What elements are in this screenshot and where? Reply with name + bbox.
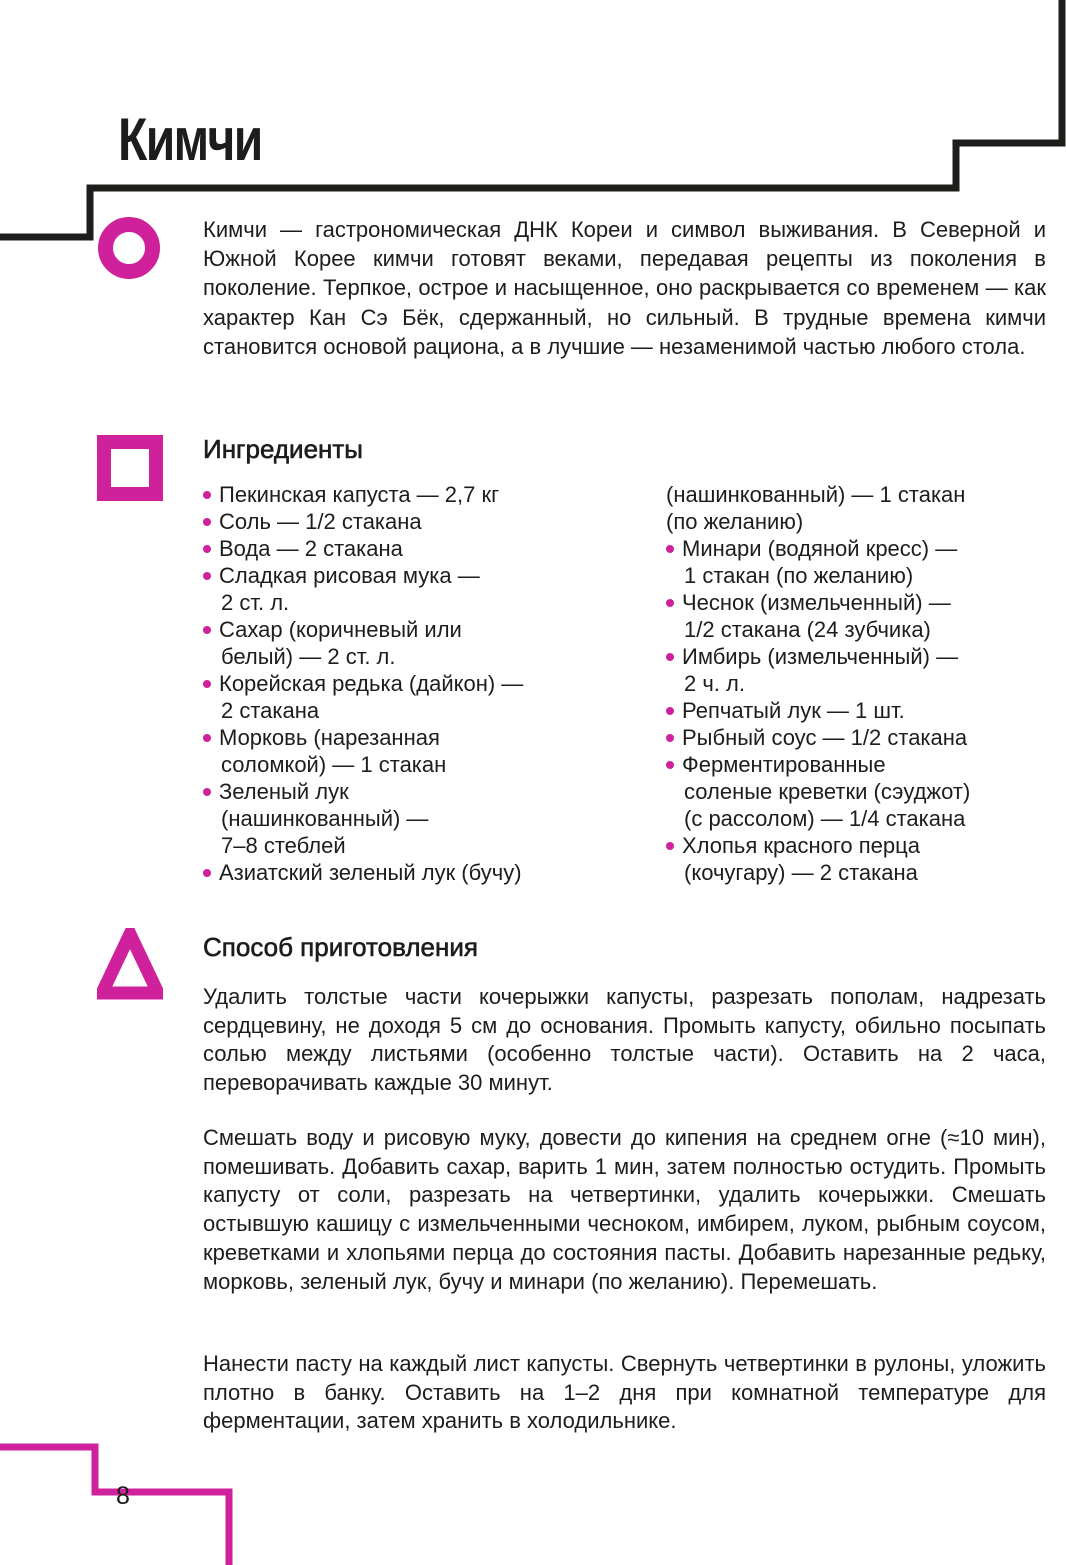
bullet-icon: [203, 626, 211, 634]
ingredient-item: [203, 481, 623, 508]
intro-text: Кимчи — гастрономическая ДНК Кореи и символ выживания. В Северной и Южной Корее кимчи готовят веками, передавая рецепты из поколения в поколение. Терпкое, острое и насыщенное, оно раскрывается со временем — как характер Кан Сэ Бёк, сдержанный, но сильный. В трудные времена кимчи становится основой рациона, а в лучшие — незаменимой частью любого стола.: [203, 217, 1046, 359]
bullet-icon: [203, 680, 211, 688]
ingredient-line: Рыбный соус — 1/2 стакана: [682, 725, 968, 750]
bullet-icon: [666, 599, 674, 607]
bullet-icon: [666, 734, 674, 742]
ingredient-line: Чеснок (измельченный) —: [682, 590, 951, 615]
ingredient-line: (с рассолом) — 1/4 стакана: [684, 806, 966, 831]
ingredient-line: Хлопья красного перца: [682, 833, 920, 858]
method-step-3: Нанести пасту на каждый лист капусты. Свернуть четвертинки в рулоны, уложить плотно в банку. Оставить на 1–2 дня при комнатной температуре для ферментации, затем хранить в холодильнике.: [203, 1351, 1046, 1434]
bullet-icon: [203, 788, 211, 796]
ingredient-line: Корейская редька (дайкон) —: [219, 671, 524, 696]
bullet-icon: [203, 734, 211, 742]
ingredient-item: [203, 859, 623, 886]
ingredient-line: Пекинская капуста — 2,7 кг: [219, 482, 500, 507]
bullet-icon: [666, 545, 674, 553]
ingredient-line: Ферментированные: [682, 752, 886, 777]
ingredient-item: [666, 589, 1046, 643]
ingredient-line: 2 стакана: [221, 698, 320, 723]
ingredient-item: [203, 724, 623, 778]
ingredient-item: [666, 751, 1046, 832]
bullet-icon: [203, 572, 211, 580]
ingredient-line: Соль — 1/2 стакана: [219, 509, 422, 534]
ingredient-line: (нашинкованный) —: [221, 806, 429, 831]
ingredient-line: Зеленый лук: [219, 779, 349, 804]
ingredients-heading: Ингредиенты: [203, 434, 363, 464]
ingredient-item: [666, 832, 1046, 886]
ingredient-line: Сахар (коричневый или: [219, 617, 462, 642]
ingredient-line: 1 стакан (по желанию): [684, 563, 914, 588]
ingredient-item: [203, 562, 623, 616]
ingredient-line: Репчатый лук — 1 шт.: [682, 698, 905, 723]
method-heading: Способ приготовления: [203, 932, 478, 962]
square-icon: [97, 435, 163, 501]
bottom-accent-line: [0, 1447, 229, 1565]
bullet-icon: [666, 653, 674, 661]
ingredient-line: Имбирь (измельченный) —: [682, 644, 959, 669]
ingredient-line: (кочугару) — 2 стакана: [684, 860, 918, 885]
page-number: 8: [116, 1482, 130, 1510]
bullet-icon: [666, 842, 674, 850]
triangle-icon: [97, 928, 163, 1000]
ingredient-line: Вода — 2 стакана: [219, 536, 403, 561]
ingredient-line: 2 ст. л.: [221, 590, 290, 615]
ingredient-line: соленые креветки (сэуджот): [684, 779, 971, 804]
ingredient-item: [203, 670, 623, 724]
bullet-icon: [203, 491, 211, 499]
ingredient-item: [666, 724, 1046, 751]
ingredient-item: [666, 697, 1046, 724]
ingredient-line: Морковь (нарезанная: [219, 725, 440, 750]
page-title: Кимчи: [118, 106, 262, 173]
bullet-icon: [203, 518, 211, 526]
ingredient-item: [203, 535, 623, 562]
ingredient-item: [666, 643, 1046, 697]
ingredients-right-column: [666, 481, 1046, 886]
ingredient-item: [203, 508, 623, 535]
method-step-1: Удалить толстые части кочерыжки капусты, разрезать пополам, надрезать сердцевину, не доходя 5 см до основания. Промыть капусту, обильно посыпать солью между листьями (особенно толстые части). Оставить на 2 часа, переворачивать каждые 30 минут.: [203, 984, 1046, 1096]
bullet-icon: [666, 707, 674, 715]
bullet-icon: [203, 545, 211, 553]
ingredient-item: [203, 616, 623, 670]
ingredient-line: 2 ч. л.: [684, 671, 745, 696]
ingredient-line: соломкой) — 1 стакан: [221, 752, 447, 777]
ingredients-left-column: [203, 481, 623, 886]
ingredient-continuation-line: (нашинкованный) — 1 стакан: [666, 482, 966, 507]
ingredient-item: [666, 535, 1046, 589]
circle-icon: [97, 216, 161, 280]
bullet-icon: [666, 761, 674, 769]
ingredient-line: Сладкая рисовая мука —: [219, 563, 480, 588]
ingredient-line: 7–8 стеблей: [221, 833, 346, 858]
method-step-2: Смешать воду и рисовую муку, довести до кипения на среднем огне (≈10 мин), помешивать. Добавить сахар, варить 1 мин, затем полностью остудить. Промыть капусту от соли, разрезать на четвертинки, удалить кочерыжки. Смешать остывшую кашицу с измельченными чесноком, имбирем, луком, рыбным соусом, креветками и хлопьями перца до состояния пасты. Добавить нарезанные редьку, морковь, зеленый лук, бучу и минари (по желанию). Перемешать.: [203, 1125, 1046, 1294]
ingredient-line: 1/2 стакана (24 зубчика): [684, 617, 931, 642]
ingredient-line: Азиатский зеленый лук (бучу): [219, 860, 522, 885]
ingredient-line: Минари (водяной кресс) —: [682, 536, 958, 561]
bullet-icon: [203, 869, 211, 877]
ingredient-continuation-line: (по желанию): [666, 509, 804, 534]
ingredient-item: [203, 778, 623, 859]
ingredient-line: белый) — 2 ст. л.: [221, 644, 396, 669]
